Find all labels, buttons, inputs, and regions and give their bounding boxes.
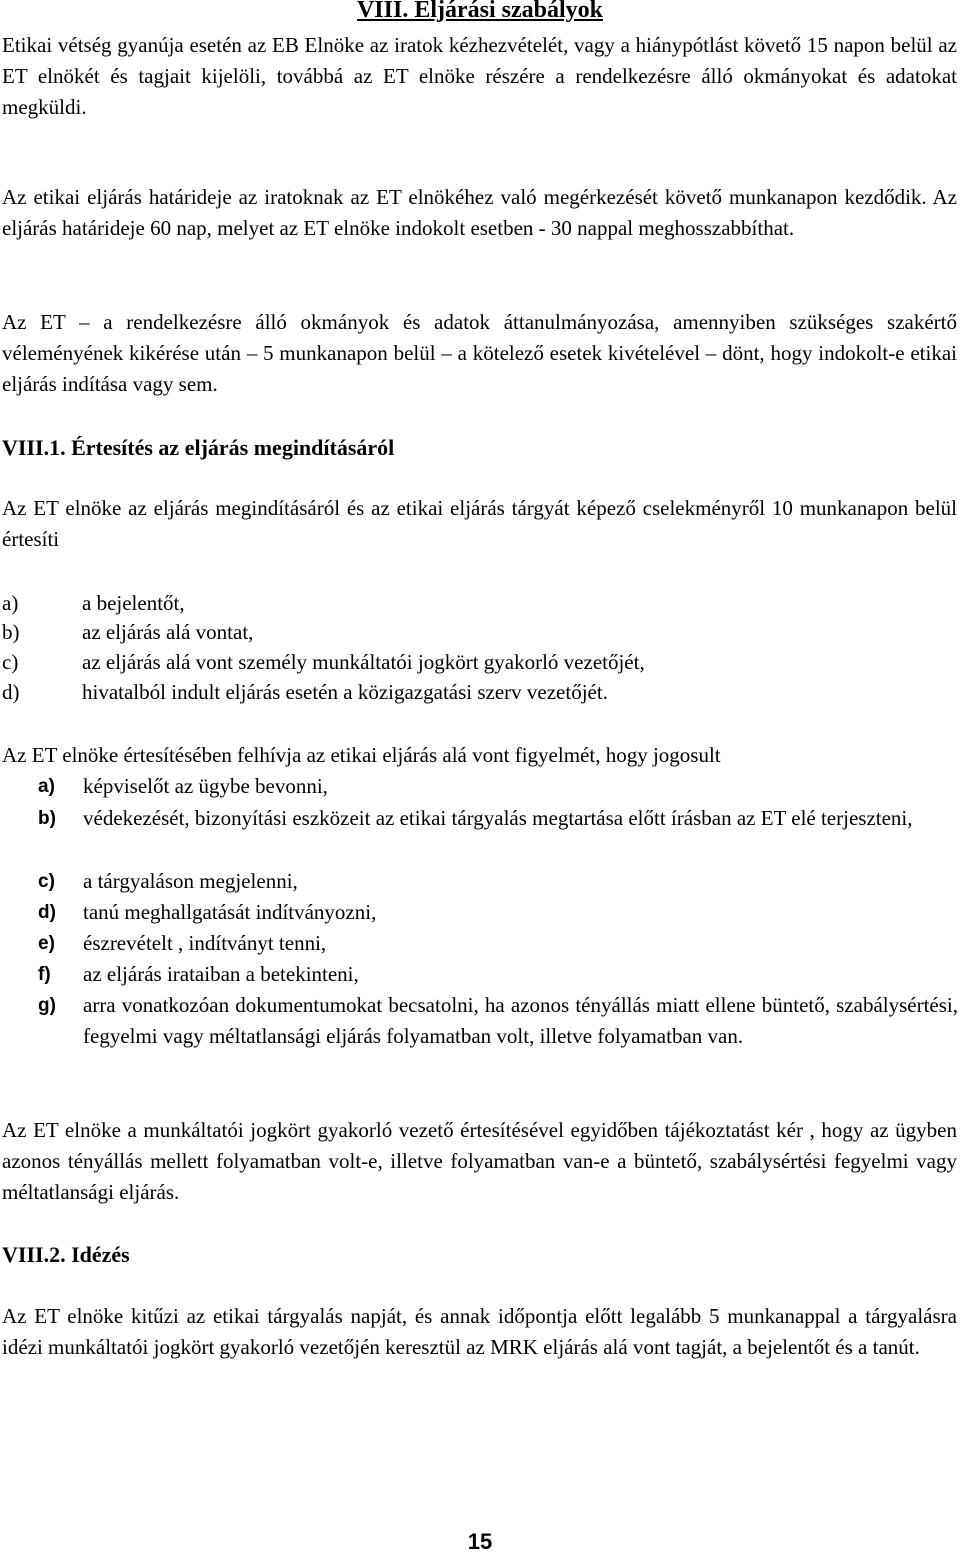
paragraph-5: Az ET elnöke értesítésében felhívja az etikai eljárás alá vont figyelmét, hogy jogosult xyxy=(2,743,721,767)
page-number: 15 xyxy=(467,1529,493,1554)
list2-text: tanú meghallgatását indítványozni, xyxy=(83,900,377,924)
list2-marker: b) xyxy=(38,808,56,829)
list1-marker: d) xyxy=(2,680,20,704)
list2-text: védekezését, bizonyítási eszközeit az etikai tárgyalás megtartása előtt írásban az ET elé terjeszteni, xyxy=(83,806,913,830)
list1-text: az eljárás alá vontat, xyxy=(82,620,254,644)
list2-marker: a) xyxy=(38,776,55,797)
list2-marker: e) xyxy=(38,933,55,954)
paragraph-3: Az ET – a rendelkezésre álló okmányok és adatok áttanulmányozása, amennyiben szükséges szakértő véleményének kikérése után – 5 munkanapon belül – a kötelező esetek kivételével – dönt, hogy indokolt-e etikai eljárás indítása vagy sem. xyxy=(2,310,957,396)
list2-item xyxy=(38,866,958,897)
list2-item xyxy=(38,959,958,990)
list2-text: a tárgyaláson megjelenni, xyxy=(83,869,298,893)
list1-marker: c) xyxy=(2,650,19,674)
list1-text: az eljárás alá vont személy munkáltatói jogkört gyakorló vezetőjét, xyxy=(82,650,645,674)
list2-text: képviselőt az ügybe bevonni, xyxy=(83,774,328,798)
section-heading-viii-1: VIII.1. Értesítés az eljárás megindításáról xyxy=(2,435,395,460)
list2-text: észrevételt , indítványt tenni, xyxy=(83,931,327,955)
list2-marker: g) xyxy=(38,995,56,1016)
list2-item xyxy=(38,771,958,802)
list2-item xyxy=(38,990,958,1052)
section-heading-viii-2: VIII.2. Idézés xyxy=(2,1242,130,1267)
chapter-title-text: VIII. Eljárási szabályok xyxy=(356,0,604,23)
paragraph-1: Etikai vétség gyanúja esetén az EB Elnöke az iratok kézhezvételét, vagy a hiánypótlást követő 15 napon belül az ET elnökét és tagjait kijelöli, továbbá az ET elnöke részére a rendelkezésre álló okmányokat és adatokat megküldi. xyxy=(2,33,957,119)
chapter-title xyxy=(0,0,960,26)
list2-item xyxy=(38,928,958,959)
list1-text: hivatalból indult eljárás esetén a közigazgatási szerv vezetőjét. xyxy=(82,680,608,704)
list1-marker: a) xyxy=(2,591,19,615)
list1-marker: b) xyxy=(2,620,20,644)
list2-text: arra vonatkozóan dokumentumokat becsatolni, ha azonos tényállás miatt ellene büntető, szabálysértési, fegyelmi vagy méltatlansági eljárás folyamatban volt, illetve folyamatban van. xyxy=(83,993,958,1048)
list2-marker: d) xyxy=(38,902,56,923)
list2-item xyxy=(38,897,958,928)
list2-marker: f) xyxy=(38,964,51,985)
list2-marker: c) xyxy=(38,871,55,892)
list1-text: a bejelentőt, xyxy=(82,591,185,615)
list2-item xyxy=(38,803,958,834)
paragraph-2: Az etikai eljárás határideje az iratoknak az ET elnökéhez való megérkezését követő munkanapon kezdődik. Az eljárás határideje 60 nap, melyet az ET elnöke indokolt esetben - 30 nappal meghosszabbíthat. xyxy=(2,185,957,240)
paragraph-6: Az ET elnöke a munkáltatói jogkört gyakorló vezető értesítésével egyidőben tájékoztatást kér , hogy az ügyben azonos tényállás mellett folyamatban volt-e, illetve folyamatban van-e a büntető, szabálysértési fegyelmi vagy méltatlansági eljárás. xyxy=(2,1118,957,1204)
paragraph-4: Az ET elnöke az eljárás megindításáról és az etikai eljárás tárgyát képező cselekményről 10 munkanapon belül értesíti xyxy=(2,496,957,551)
paragraph-7: Az ET elnöke kitűzi az etikai tárgyalás napját, és annak időpontja előtt legalább 5 munkanappal a tárgyalásra idézi munkáltatói jogkört gyakorló vezetőjén keresztül az MRK eljárás alá vont tagját, a bejelentőt és a tanút. xyxy=(2,1304,957,1359)
list2-text: az eljárás irataiban a betekinteni, xyxy=(83,962,359,986)
